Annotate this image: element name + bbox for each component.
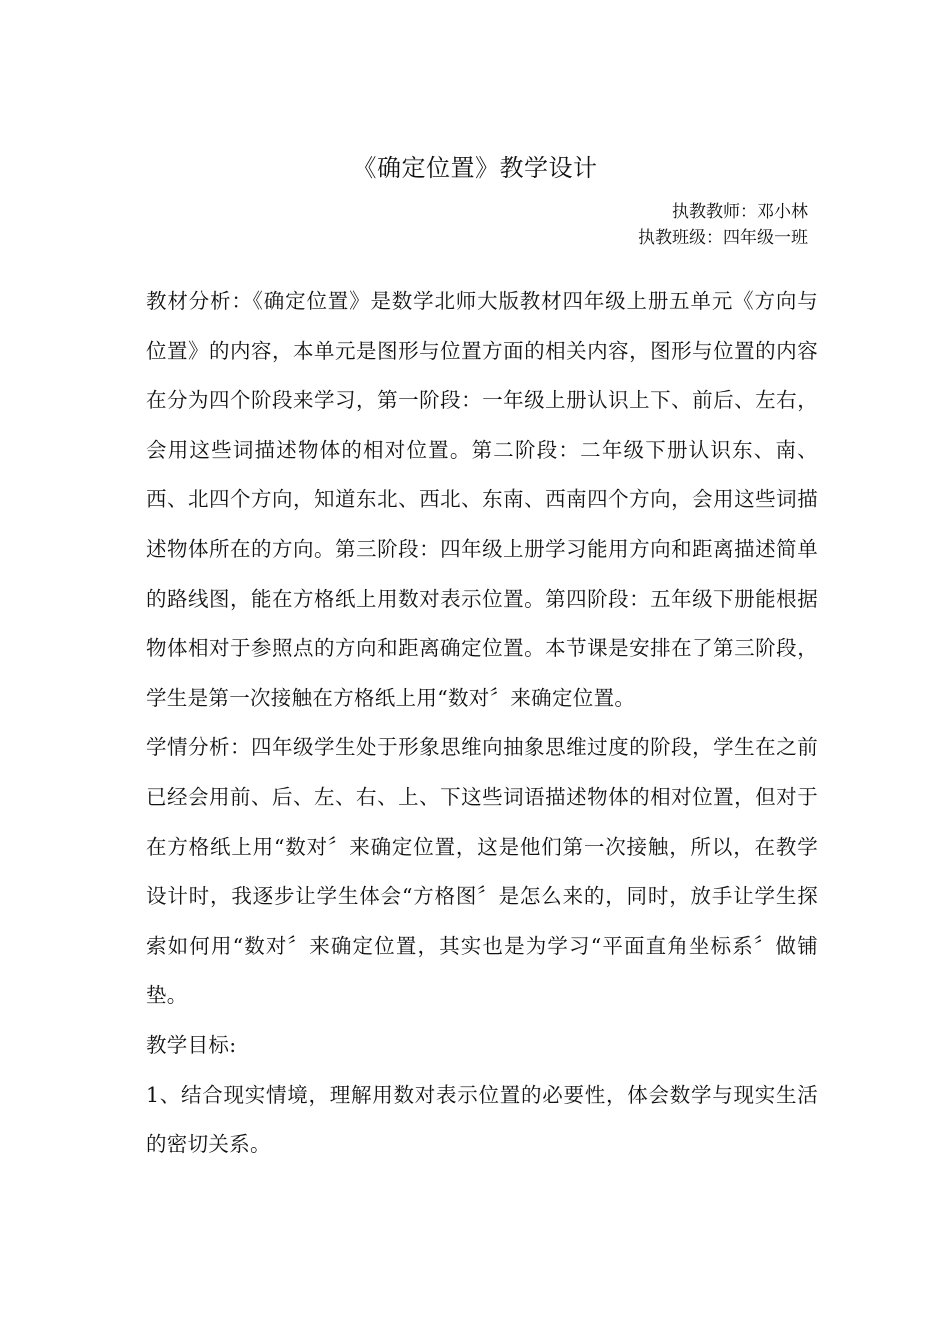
teacher-line: 执教教师：邓小林 <box>672 202 808 222</box>
class-line: 执教班级：四年级一班 <box>638 228 808 248</box>
paragraph-student-analysis: 学情分析：四年级学生处于形象思维向抽象思维过度的阶段，学生在之前已经会用前、后、左、右、上、下这些词语描述物体的相对位置，但对于在方格纸上用“数对〞来确定位置，这是他们第一次接触，所以，在教学设计时，我逐步让学生体会“方格图〞是怎么来的，同时，放手让学生探索如何用“数对〞来确定位置，其实也是为学习“平面直角坐标系〞做铺垫。 <box>146 735 818 1008</box>
document-meta <box>638 199 808 251</box>
document-title: 《确定位置》教学设计 <box>352 154 598 182</box>
paragraph-material-analysis: 教材分析：《确定位置》是数学北师大版教材四年级上册五单元《方向与位置》的内容，本单元是图形与位置方面的相关内容，图形与位置的内容在分为四个阶段来学习，第一阶段：一年级上册认识上下、前后、左右，会用这些词描述物体的相对位置。第二阶段：二年级下册认识东、南、西、北四个方向，知道东北、西北、东南、西南四个方向，会用这些词描述物体所在的方向。第三阶段：四年级上册学习能用方向和距离描述简单的路线图，能在方格纸上用数对表示位置。第四阶段：五年级下册能根据物体相对于参照点的方向和距离确定位置。本节课是安排在了第三阶段，学生是第一次接触在方格纸上用“数对〞来确定位置。 <box>146 289 818 710</box>
paragraph-goals-heading: 教学目标: <box>146 1032 237 1057</box>
paragraph-goal-1: 1、结合现实情境，理解用数对表示位置的必要性，体会数学与现实生活的密切关系。 <box>146 1082 818 1157</box>
document-body <box>146 277 818 1170</box>
